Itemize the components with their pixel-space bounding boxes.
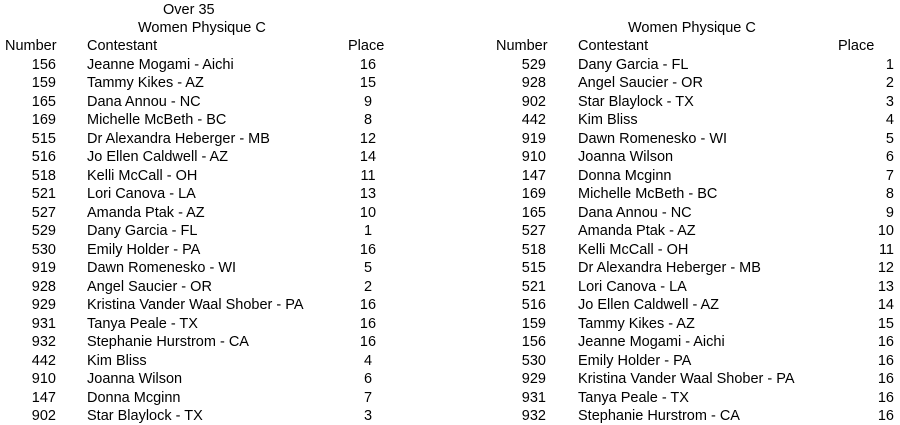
contestant-number: 515 bbox=[521, 260, 546, 276]
contestant-number: 530 bbox=[31, 241, 56, 258]
contestant-name: Donna Mcginn bbox=[87, 389, 181, 406]
contestant-name: Jo Ellen Caldwell - AZ bbox=[87, 149, 229, 165]
contestant-place: 8 bbox=[363, 112, 373, 128]
contestant-name: Joanna Wilson bbox=[578, 149, 674, 165]
contestant-name: Dawn Romenesko - WI bbox=[87, 260, 237, 276]
contestant-number: 919 bbox=[31, 260, 56, 276]
contestant-place: 16 bbox=[359, 297, 377, 313]
contestant-name: Star Blaylock - TX bbox=[578, 93, 694, 110]
contestant-place: 4 bbox=[885, 112, 894, 128]
contestant-name: Jeanne Mogami - Aichi bbox=[578, 334, 725, 350]
contestant-place: 3 bbox=[885, 93, 894, 110]
contestant-number: 442 bbox=[31, 352, 56, 369]
contestant-place: 12 bbox=[877, 260, 894, 276]
contestant-name: Dr Alexandra Heberger - MB bbox=[87, 130, 270, 147]
contestant-name: Amanda Ptak - AZ bbox=[87, 204, 205, 221]
contestant-number: 527 bbox=[31, 204, 56, 221]
contestant-number: 521 bbox=[521, 278, 546, 295]
contestant-place: 1 bbox=[363, 223, 373, 239]
table-row bbox=[0, 74, 900, 92]
table-row bbox=[0, 352, 900, 370]
left-header-number: Number bbox=[5, 38, 57, 54]
contestant-number: 516 bbox=[521, 297, 546, 313]
contestant-number: 931 bbox=[31, 315, 56, 332]
contestant-number: 156 bbox=[521, 334, 546, 350]
contestant-place: 2 bbox=[885, 75, 894, 91]
contestant-place: 8 bbox=[885, 186, 894, 202]
contestant-place: 5 bbox=[885, 130, 894, 147]
contestant-place: 16 bbox=[359, 56, 377, 73]
contestant-number: 902 bbox=[521, 93, 546, 110]
contestant-number: 931 bbox=[521, 389, 546, 406]
contestant-place: 16 bbox=[359, 241, 377, 258]
contestant-place: 16 bbox=[877, 371, 894, 387]
contestant-place: 1 bbox=[885, 56, 894, 73]
contestant-place: 16 bbox=[877, 334, 894, 350]
right-header-number: Number bbox=[496, 38, 548, 54]
contestant-number: 516 bbox=[31, 149, 56, 165]
contestant-place: 16 bbox=[359, 334, 377, 350]
contestant-number: 156 bbox=[31, 56, 56, 73]
contestant-name: Michelle McBeth - BC bbox=[578, 186, 718, 202]
table-row bbox=[0, 185, 900, 203]
contestant-number: 919 bbox=[521, 130, 546, 147]
table-row bbox=[0, 130, 900, 148]
contestant-name: Jo Ellen Caldwell - AZ bbox=[578, 297, 720, 313]
left-header-contestant: Contestant bbox=[87, 38, 158, 54]
contestant-place: 7 bbox=[885, 167, 894, 184]
contestant-place: 16 bbox=[359, 315, 377, 332]
contestant-name: Stephanie Hurstrom - CA bbox=[87, 334, 249, 350]
table-row bbox=[0, 93, 900, 111]
contestant-name: Tammy Kikes - AZ bbox=[87, 75, 204, 91]
contestant-number: 928 bbox=[521, 75, 546, 91]
contestant-name: Kim Bliss bbox=[578, 112, 638, 128]
contestant-name: Tammy Kikes - AZ bbox=[578, 315, 695, 332]
contestant-name: Kelli McCall - OH bbox=[87, 167, 198, 184]
left-header-place: Place bbox=[348, 38, 385, 54]
contestant-name: Kristina Vander Waal Shober - PA bbox=[87, 297, 304, 313]
table-row bbox=[0, 333, 900, 351]
contestant-place: 11 bbox=[360, 167, 376, 184]
contestant-number: 518 bbox=[31, 167, 56, 184]
table-row bbox=[0, 278, 900, 296]
contestant-place: 2 bbox=[363, 278, 373, 295]
contestant-number: 529 bbox=[31, 223, 56, 239]
table-row bbox=[0, 204, 900, 222]
contestant-place: 9 bbox=[885, 204, 894, 221]
contestant-name: Kim Bliss bbox=[87, 352, 147, 369]
contestant-number: 165 bbox=[31, 93, 56, 110]
contestant-name: Emily Holder - PA bbox=[578, 352, 692, 369]
contestant-number: 910 bbox=[31, 371, 56, 387]
contestant-place: 10 bbox=[877, 223, 894, 239]
contestant-name: Amanda Ptak - AZ bbox=[578, 223, 696, 239]
contestant-place: 14 bbox=[877, 297, 894, 313]
contestant-number: 932 bbox=[521, 408, 546, 424]
contestant-name: Dana Annou - NC bbox=[87, 93, 201, 110]
table-row bbox=[0, 222, 900, 240]
contestant-place: 13 bbox=[877, 278, 894, 295]
contestant-number: 169 bbox=[521, 186, 546, 202]
contestant-number: 147 bbox=[31, 389, 56, 406]
contestant-name: Dawn Romenesko - WI bbox=[578, 130, 728, 147]
contestant-name: Joanna Wilson bbox=[87, 371, 183, 387]
contestant-number: 910 bbox=[521, 149, 546, 165]
table-row bbox=[0, 296, 900, 314]
table-row bbox=[0, 167, 900, 185]
right-header-contestant: Contestant bbox=[578, 38, 649, 54]
contestant-number: 928 bbox=[31, 278, 56, 295]
contestant-place: 5 bbox=[363, 260, 373, 276]
table-row bbox=[0, 241, 900, 259]
table-row bbox=[0, 56, 900, 74]
contestant-place: 14 bbox=[359, 149, 377, 165]
contestant-place: 9 bbox=[363, 93, 373, 110]
contestant-number: 530 bbox=[521, 352, 546, 369]
left-title-line-2: Women Physique C bbox=[138, 20, 266, 36]
contestant-name: Dany Garcia - FL bbox=[87, 223, 198, 239]
contestant-name: Kelli McCall - OH bbox=[578, 241, 689, 258]
table-row bbox=[0, 315, 900, 333]
contestant-name: Emily Holder - PA bbox=[87, 241, 201, 258]
contestant-number: 527 bbox=[521, 223, 546, 239]
contestant-place: 7 bbox=[363, 389, 373, 406]
contestant-place: 11 bbox=[878, 241, 894, 258]
contestant-number: 165 bbox=[521, 204, 546, 221]
table-row bbox=[0, 111, 900, 129]
contestant-name: Stephanie Hurstrom - CA bbox=[578, 408, 740, 424]
contestant-place: 4 bbox=[363, 352, 373, 369]
contestant-number: 159 bbox=[31, 75, 56, 91]
contestant-number: 442 bbox=[521, 112, 546, 128]
contestant-number: 147 bbox=[521, 167, 546, 184]
contestant-number: 518 bbox=[521, 241, 546, 258]
table-row bbox=[0, 259, 900, 277]
contestant-number: 169 bbox=[31, 112, 56, 128]
right-title-line-1: Women Physique C bbox=[628, 20, 756, 36]
table-row bbox=[0, 389, 900, 407]
contestant-number: 929 bbox=[521, 371, 546, 387]
contestant-place: 10 bbox=[359, 204, 377, 221]
contestant-number: 902 bbox=[31, 408, 56, 424]
contestant-name: Star Blaylock - TX bbox=[87, 408, 203, 424]
contestant-name: Angel Saucier - OR bbox=[578, 75, 703, 91]
contestant-name: Kristina Vander Waal Shober - PA bbox=[578, 371, 795, 387]
contestant-name: Lori Canova - LA bbox=[87, 186, 196, 202]
table-row bbox=[0, 148, 900, 166]
contestant-name: Lori Canova - LA bbox=[578, 278, 687, 295]
contestant-number: 932 bbox=[31, 334, 56, 350]
right-table-header bbox=[0, 37, 900, 55]
contestant-name: Dany Garcia - FL bbox=[578, 56, 689, 73]
contestant-place: 15 bbox=[877, 315, 894, 332]
contestant-name: Angel Saucier - OR bbox=[87, 278, 212, 295]
contestant-name: Tanya Peale - TX bbox=[87, 315, 198, 332]
contestant-name: Dana Annou - NC bbox=[578, 204, 692, 221]
contestant-number: 521 bbox=[31, 186, 56, 202]
contestant-place: 16 bbox=[877, 352, 894, 369]
contestant-place: 12 bbox=[359, 130, 377, 147]
contestant-place: 16 bbox=[877, 389, 894, 406]
contestant-name: Tanya Peale - TX bbox=[578, 389, 689, 406]
contestant-number: 929 bbox=[31, 297, 56, 313]
contestant-place: 3 bbox=[363, 408, 373, 424]
contestant-name: Michelle McBeth - BC bbox=[87, 112, 227, 128]
table-row bbox=[0, 407, 900, 425]
contestant-place: 16 bbox=[877, 408, 894, 424]
contestant-place: 13 bbox=[359, 186, 377, 202]
contestant-name: Dr Alexandra Heberger - MB bbox=[578, 260, 761, 276]
contestant-name: Donna Mcginn bbox=[578, 167, 672, 184]
right-header-place: Place bbox=[838, 38, 875, 54]
contestant-number: 159 bbox=[521, 315, 546, 332]
contestant-place: 6 bbox=[363, 371, 373, 387]
contestant-place: 6 bbox=[885, 149, 894, 165]
contestant-number: 529 bbox=[521, 56, 546, 73]
left-title-line-1: Over 35 bbox=[163, 2, 215, 18]
contestant-name: Jeanne Mogami - Aichi bbox=[87, 56, 234, 73]
contestant-number: 515 bbox=[31, 130, 56, 147]
table-row bbox=[0, 370, 900, 388]
contestant-place: 15 bbox=[359, 75, 377, 91]
